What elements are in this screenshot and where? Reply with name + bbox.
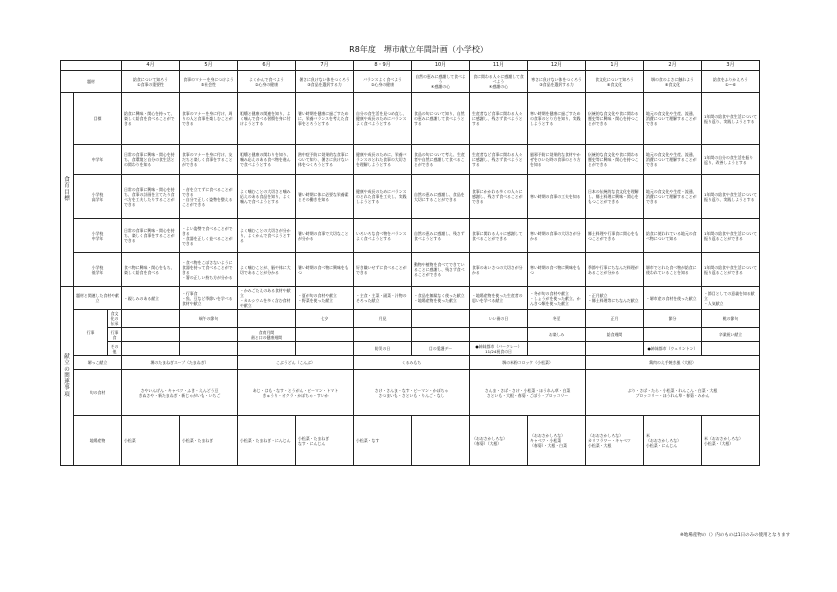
hometown-cell: 鶏肉のえ手焼き風（大根） bbox=[586, 356, 760, 370]
goal-cell: 給食に使われている地元の食べ物について知る bbox=[644, 219, 702, 253]
related-menu-cell: ・主食・主菜・副菜・汁物のそろった献立 bbox=[354, 287, 412, 310]
goal-cell: 1年間の自分の食生活を振り返り、改善しようとする bbox=[702, 145, 760, 175]
related-menu-cell: ・かみごたえのある食材や献立 ・カルシウムを多く含む食材や献立 bbox=[238, 287, 296, 310]
goal-cell: 自然の恵みに感謝し、残さず食べようとする bbox=[412, 219, 470, 253]
goal-cell: 自分の食生活を見つめ直し、健康や成長のためにバランスよく食べようとする bbox=[354, 93, 412, 145]
goal-cell: 給食に興味・関心を持って、楽しく給食を食べることができる bbox=[122, 93, 180, 145]
event-row-label: 行事食 bbox=[108, 328, 122, 342]
event-cell: 正月 bbox=[586, 310, 644, 328]
event-cell: 冬至 bbox=[528, 310, 586, 328]
event-cell: ●姉妹都市（ウェリントン） bbox=[644, 342, 702, 356]
related-menu-cell: ・地場産物を使った生産者の思いを学べる献立 bbox=[470, 287, 528, 310]
event-row-label: その他 bbox=[108, 342, 122, 356]
month-header: 1月 bbox=[586, 61, 644, 71]
goal-cell: 1年間の給食や食生活について振り返り、実践しようとする bbox=[702, 175, 760, 219]
goal-cell: 寒い時期の食事の大切さが分かる bbox=[528, 219, 586, 253]
theme-cell: 食事のマナーを身につけよう ⑤社会性 bbox=[180, 71, 238, 93]
event-cell bbox=[354, 328, 412, 342]
month-header: 4月 bbox=[122, 61, 180, 71]
event-cell bbox=[586, 342, 644, 356]
table-row bbox=[61, 61, 760, 71]
goal-cell: 健康や成長のためにバランスのとれた食事を工夫し、実践しようとする bbox=[354, 175, 412, 219]
goal-cell: 咀嚼と健康の関わりを知り、噛み応えのある食べ物を進んで食べようとする bbox=[238, 145, 296, 175]
theme-cell: バランスよく食べよう ②心身の健康 bbox=[354, 71, 412, 93]
goal-cell: 地元の食文化や生産、流通、消費について理解することができる bbox=[644, 145, 702, 175]
event-cell bbox=[238, 342, 296, 356]
event-cell bbox=[238, 310, 296, 328]
related-menu-cell: ・堺市産の食材を使った献立 bbox=[644, 287, 702, 310]
local-cell: 小松菜 bbox=[122, 416, 180, 466]
goal-cell: いろいろな食べ物をバランスよく食べようとする bbox=[354, 219, 412, 253]
table-row bbox=[61, 71, 760, 93]
event-cell: ●姉妹都市（バークレー） 11/24祝食の日 bbox=[470, 342, 528, 356]
event-cell: お楽しみ bbox=[528, 328, 586, 342]
local-cell: 小松菜・たまねぎ・にんじん bbox=[238, 416, 296, 466]
month-header: 8・9月 bbox=[354, 61, 412, 71]
goal-cell: 食べ物に興味・関心をもち、楽しく給食を食べる bbox=[122, 253, 180, 287]
goal-cell: 生産者など食事に関わる人々に感謝し、残さず食べようとする bbox=[470, 145, 528, 175]
goal-cell: 暑い時期に体に必要な栄養素とその働きを知る bbox=[296, 175, 354, 219]
month-header: 6月 bbox=[238, 61, 296, 71]
goal-cell: 風邪予防に効果的な食材やかぜをひいた時の食事のとり方を知る bbox=[528, 145, 586, 175]
event-cell bbox=[296, 342, 354, 356]
goal-cell: よく噛むことの大切さが分かり、よくかんで食べようとする bbox=[238, 219, 296, 253]
table-row bbox=[61, 356, 760, 370]
goal-cell: 食事のマナーを身に付け、周りの人と食事を楽しむことができる bbox=[180, 93, 238, 145]
goal-cell: 1年間の給食や食生活について振り返ることができる bbox=[702, 253, 760, 287]
event-cell bbox=[180, 342, 238, 356]
event-cell: 月見 bbox=[354, 310, 412, 328]
goal-cell: 食品の旬について考え、生産者や自然に感謝して食べることができる bbox=[412, 145, 470, 175]
goal-cell: ・よい姿勢で食べることができる ・食器を正しく並べることができる bbox=[180, 219, 238, 253]
event-cell: いい歯の日 bbox=[470, 310, 528, 328]
local-label: 地場産物 bbox=[74, 416, 122, 466]
theme-cell: 自然の恵みに感謝して食べよう ④感謝の心 bbox=[412, 71, 470, 93]
theme-cell: 寒さに負けない体をつくろう ③食品を選択する力 bbox=[528, 71, 586, 93]
event-cell: 七夕 bbox=[296, 310, 354, 328]
goal-cell: 日本の伝統的な食文化を理解し、郷土料理に興味・関心をもつことができる bbox=[586, 175, 644, 219]
local-cell: （おおさかしろな） キャベツ・小松菜 （春菊）・大根・白菜 bbox=[528, 416, 586, 466]
goal-cell: ・食べ物をこぼさないように食器を持って食べることができる ・箸の正しい持ち方が分かる bbox=[180, 253, 238, 287]
annual-plan-table bbox=[60, 60, 760, 466]
event-cell bbox=[470, 328, 528, 342]
goal-cell: 自然の恵みに感謝し、食品を大切にすることができる bbox=[412, 175, 470, 219]
goal-cell: 暑い時期を健康に過ごすために、栄養バランスを考えた食事をとろうとする bbox=[296, 93, 354, 145]
event-cell: 食育月間 歯と口の健康週間 bbox=[238, 328, 296, 342]
seasonal-cell: さんま・さば・さけ・小松菜・ほうれん草・白菜 さといも・大根・春菊・ごぼう・ブロッコリー bbox=[470, 370, 586, 416]
event-cell: 給食週間 bbox=[586, 328, 644, 342]
goal-cell: 暑い時期の食事で大切なことが分かる bbox=[296, 219, 354, 253]
event-cell: 桃の節句 bbox=[702, 310, 760, 328]
table-row bbox=[61, 328, 760, 342]
goal-cell: 寒い時期の食べ物に興味をもつ bbox=[528, 253, 586, 287]
event-cell: 端午の節句 bbox=[180, 310, 238, 328]
month-header: 3月 bbox=[702, 61, 760, 71]
seasonal-cell: ぶり・さば・たら・小松菜・れんこん・白菜・大根 ブロッコリー・ほうれん草・春菊・みかん bbox=[586, 370, 760, 416]
month-header: 10月 bbox=[412, 61, 470, 71]
theme-cell: 暑さに負けない体をつくろう ③食品を選択する力 bbox=[296, 71, 354, 93]
event-cell: 防災の日 bbox=[354, 342, 412, 356]
hometown-cell: こぶうどん（こんぶ） bbox=[238, 356, 354, 370]
events-label: 行事 bbox=[74, 310, 108, 356]
goal-cell: 日常の食事に興味・関心を持ち、食環境と自分の食生活との関わりを知る bbox=[122, 145, 180, 175]
goal-cell: 寒い時期の食事の工夫を知る bbox=[528, 175, 586, 219]
local-cell: 小松菜・なす bbox=[354, 416, 412, 466]
seasonal-cell: さやいんげん・キャベツ・ふき・えんどう豆 きぬさや・新たまねぎ・新じゃがいも・いちご bbox=[122, 370, 238, 416]
seasonal-cell: あじ・はも・なす・とうがん・ピーマン・トマト きゅうり・オクラ・かぼちゃ・すいか bbox=[238, 370, 354, 416]
corner-cell bbox=[61, 61, 122, 71]
month-header: 12月 bbox=[528, 61, 586, 71]
related-menu-cell: ・行事食 ・魚、豆など季節いを学べる食材や献立 bbox=[180, 287, 238, 310]
local-cell bbox=[412, 416, 470, 466]
event-cell bbox=[296, 328, 354, 342]
related-menu-label: 題材と関連した食材や献立 bbox=[74, 287, 122, 310]
event-cell bbox=[412, 310, 470, 328]
event-cell bbox=[180, 328, 238, 342]
goal-row-label: 小学校 高学年 bbox=[74, 175, 122, 219]
theme-cell: よくかんで食べよう ②心身の健康 bbox=[238, 71, 296, 93]
related-menu-cell: ・夏が旬の食材や献立 ・野菜を使った献立 bbox=[296, 287, 354, 310]
footnote: ※地場産物の（）内のものは1日のみの使用となります bbox=[680, 533, 791, 538]
goal-cell: 熱中症予防に効果的な食事について知り、暑さに負けない体をつくろうとする bbox=[296, 145, 354, 175]
goal-row-label: 小学校 低学年 bbox=[74, 253, 122, 287]
event-row-label: 食文化の伝承 bbox=[108, 310, 122, 328]
related-menu-cell: ・正月献立 ・郷土料理等にちなんだ献立 bbox=[586, 287, 644, 310]
event-cell bbox=[122, 342, 180, 356]
related-menu-cell: ・食品を無駄なく使った献立 ・地場産物を使った献立 bbox=[412, 287, 470, 310]
table-row bbox=[61, 93, 760, 145]
event-cell bbox=[528, 342, 586, 356]
page-title: R8年度 堺市献立年間計画（小学校） bbox=[349, 45, 488, 54]
local-cell: 小松菜・たまねぎ なす・にんじん bbox=[296, 416, 354, 466]
month-header: 11月 bbox=[470, 61, 528, 71]
section-label-related: 献立の関連事項 bbox=[61, 287, 74, 466]
section-label-goals: 食育目標 bbox=[61, 93, 74, 287]
hometown-label: 堺っこ献立 bbox=[74, 356, 122, 370]
event-cell bbox=[702, 342, 760, 356]
row-label-theme: 題材 bbox=[61, 71, 122, 93]
goal-cell: 伝統的な食文化や食に関わる歴史等に興味・関心を持つことができる bbox=[586, 93, 644, 145]
goal-cell: 地元の食文化や生産・流通、消費について理解することができる bbox=[644, 175, 702, 219]
goal-cell: 食事に関わる人々に感謝して食べることができる bbox=[470, 219, 528, 253]
goal-cell: 食事にかかわる多くの人々に感謝し、残さず食べることができる bbox=[470, 175, 528, 219]
related-menu-cell: ・冬が旬の食材や献立 ・しょうがを使った献立、かんきつ類を使った献立 bbox=[528, 287, 586, 310]
related-menu-cell: ・節目としての意義を知る献立 ・人気献立 bbox=[702, 287, 760, 310]
seasonal-label: 旬の食材 bbox=[74, 370, 122, 416]
goal-cell: 寒い時期を健康に過ごすための食事のとり方を知り、実践しようとする bbox=[528, 93, 586, 145]
theme-cell: 給食について知ろう ①食事の重要性 bbox=[122, 71, 180, 93]
local-cell: （おおさかしろな） （春菊）（大根） bbox=[470, 416, 528, 466]
theme-cell: 給食をふりかえろう ①～⑥ bbox=[702, 71, 760, 93]
goal-cell: 食事のマナーを身に付け、友だちと楽しく食事をすることができる bbox=[180, 145, 238, 175]
table-row bbox=[61, 342, 760, 356]
goal-cell: 好き嫌いせずに食べることができる bbox=[354, 253, 412, 287]
goal-row-label: 小学校 中学年 bbox=[74, 219, 122, 253]
goal-cell: ・音を立てずに食べることができる ・自分で正しく姿勢を整えることができる bbox=[180, 175, 238, 219]
local-cell: 米（おおさかしろな） 小松菜・（大根） bbox=[702, 416, 760, 466]
goal-row-label: 中学年 bbox=[74, 145, 122, 175]
table-row bbox=[61, 175, 760, 219]
event-cell bbox=[644, 328, 702, 342]
event-cell bbox=[122, 310, 180, 328]
local-cell: 米 （おおさかしろな） 小松菜・にんじん bbox=[644, 416, 702, 466]
hometown-cell: 堺の米粉コロッケ（小松菜） bbox=[470, 356, 586, 370]
theme-cell: 食文化について知ろう ⑥食文化 bbox=[586, 71, 644, 93]
goal-cell: よく噛むことの大切さと噛み応えのある食品を知り、よく噛んで食べようとする bbox=[238, 175, 296, 219]
event-cell: 節分 bbox=[644, 310, 702, 328]
goal-cell: 伝統的な食文化や食に関わる歴史等に興味・関心を持つことができる bbox=[586, 145, 644, 175]
month-header: 2月 bbox=[644, 61, 702, 71]
table-row bbox=[61, 287, 760, 310]
month-header: 7月 bbox=[296, 61, 354, 71]
table-row bbox=[61, 219, 760, 253]
goal-cell: 1年間の給食や食生活について振り返り、実践しようとする bbox=[702, 93, 760, 145]
seasonal-cell: さけ・さんま・なす・ピーマン・かぼちゃ さつまいも・さといも・りんご・なし bbox=[354, 370, 470, 416]
goal-cell: 地元の食文化や生産、流通、消費について理解することができる bbox=[644, 93, 702, 145]
goal-cell: 健康や成長のために、栄養バランスのとれた食事の大切さを理解しようとする bbox=[354, 145, 412, 175]
hometown-cell: くるみもち bbox=[354, 356, 470, 370]
theme-cell: 食に関わる人々に感謝して食べよう ④感謝の心 bbox=[470, 71, 528, 93]
related-menu-cell: ・親しみのある献立 bbox=[122, 287, 180, 310]
goal-cell: 日常の食事に興味・関心を持ち、食事の計画を立てたり食べ方を工夫したりすることができる bbox=[122, 175, 180, 219]
local-cell: 小松菜・たまねぎ bbox=[180, 416, 238, 466]
goal-row-label: 目標 bbox=[74, 93, 122, 145]
table-row bbox=[61, 145, 760, 175]
hometown-cell: 堺のたまねぎスープ（たまねぎ） bbox=[122, 356, 238, 370]
goal-cell: 動物や植物を食べてできていることに感謝し、残さず食べることができる bbox=[412, 253, 470, 287]
goal-cell: 食品の旬について知り、自然の恵みに感謝して食べようとする bbox=[412, 93, 470, 145]
goal-cell: 生産者など食事に関わる人々に感謝し、残さず食べようとする bbox=[470, 93, 528, 145]
table-row bbox=[61, 416, 760, 466]
goal-cell: 咀嚼と健康の関連を知り、よく噛んで食べる習慣を身に付けようとする bbox=[238, 93, 296, 145]
goal-cell: 食事のあいさつの大切さが分かる bbox=[470, 253, 528, 287]
local-cell: （おおさかしろな） カリフラワー・キャベツ 小松菜・大根 bbox=[586, 416, 644, 466]
month-header: 5月 bbox=[180, 61, 238, 71]
event-cell bbox=[412, 328, 470, 342]
event-cell: 卒業祝い献立 bbox=[702, 328, 760, 342]
event-cell: 目の愛護デー bbox=[412, 342, 470, 356]
theme-cell: 堺の食のよさに触れよう ⑥食文化 bbox=[644, 71, 702, 93]
event-cell bbox=[122, 328, 180, 342]
goal-cell: 季節や行事にちなんだ料理があることが分かる bbox=[586, 253, 644, 287]
goal-cell: よく噛むことが、脳や体に大切であることが分かる bbox=[238, 253, 296, 287]
table-row bbox=[61, 370, 760, 416]
goal-cell: 1年間の給食や食生活について振り返ることができる bbox=[702, 219, 760, 253]
goal-cell: 堺市でとれた食べ物が給食に使われていることを知る bbox=[644, 253, 702, 287]
goal-cell: 郷土料理や行事食に関心をもつことができる bbox=[586, 219, 644, 253]
table-row bbox=[61, 310, 760, 328]
goal-cell: 日常の食事に興味・関心を持ち、楽しく食事をすることができる bbox=[122, 219, 180, 253]
goal-cell: 暑い時期の食べ物に興味をもつ bbox=[296, 253, 354, 287]
table-row bbox=[61, 253, 760, 287]
